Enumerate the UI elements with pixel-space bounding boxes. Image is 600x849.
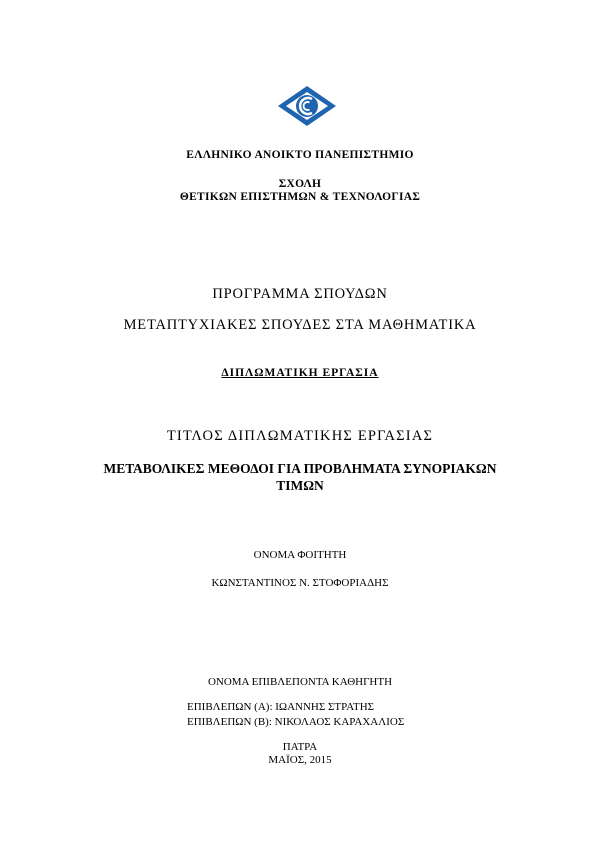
supervisor-b: ΕΠΙΒΛΕΠΩΝ (Β): ΝΙΚΟΛΑΟΣ ΚΑΡΑΧΑΛΙΟΣ	[187, 716, 405, 728]
date: ΜΑΪΟΣ, 2015	[268, 754, 332, 766]
school-label: ΣΧΟΛΗ	[278, 178, 322, 190]
university-name: ΕΛΛΗΝΙΚΟ ΑΝΟΙΚΤΟ ΠΑΝΕΠΙΣΤΗΜΙΟ	[186, 149, 414, 161]
program-subtitle: ΜΕΤΑΠΤΥΧΙΑΚΕΣ ΣΠΟΥΔΕΣ ΣΤΑ ΜΑΘΗΜΑΤΙΚΑ	[123, 317, 477, 333]
school-name: ΘΕΤΙΚΩΝ ΕΠΙΣΤΗΜΩΝ & ΤΕΧΝΟΛΟΓΙΑΣ	[179, 191, 421, 203]
document-type: ΔΙΠΛΩΜΑΤΙΚΗ ΕΡΓΑΣΙΑ	[221, 367, 379, 379]
city: ΠΑΤΡΑ	[282, 741, 318, 753]
thesis-title-line1: ΜΕΤΑΒΟΛΙΚΕΣ ΜΕΘΟΔΟΙ ΓΙΑ ΠΡΟΒΛΗΜΑΤΑ ΣΥΝΟΡΙΑΚΩΝ	[103, 461, 497, 476]
program-title: ΠΡΟΓΡΑΜΜΑ ΣΠΟΥΔΩΝ	[212, 286, 388, 302]
thesis-heading: ΤΙΤΛΟΣ ΔΙΠΛΩΜΑΤΙΚΗΣ ΕΡΓΑΣΙΑΣ	[166, 428, 434, 444]
supervisor-a: ΕΠΙΒΛΕΠΩΝ (Α): ΙΩΑΝΝΗΣ ΣΤΡΑΤΗΣ	[187, 701, 375, 713]
supervisor-label: ΟΝΟΜΑ ΕΠΙΒΛΕΠΟΝΤΑ ΚΑΘΗΓΗΤΗ	[207, 676, 393, 688]
student-label: ΟΝΟΜΑ ΦΟΙΤΗΤΗ	[253, 549, 347, 561]
eap-logo-icon	[276, 84, 338, 128]
thesis-title-line2: ΤΙΜΩΝ	[276, 478, 324, 493]
student-name: ΚΩΝΣΤΑΝΤΙΝΟΣ Ν. ΣΤΟΦΟΡΙΑΔΗΣ	[211, 577, 389, 589]
